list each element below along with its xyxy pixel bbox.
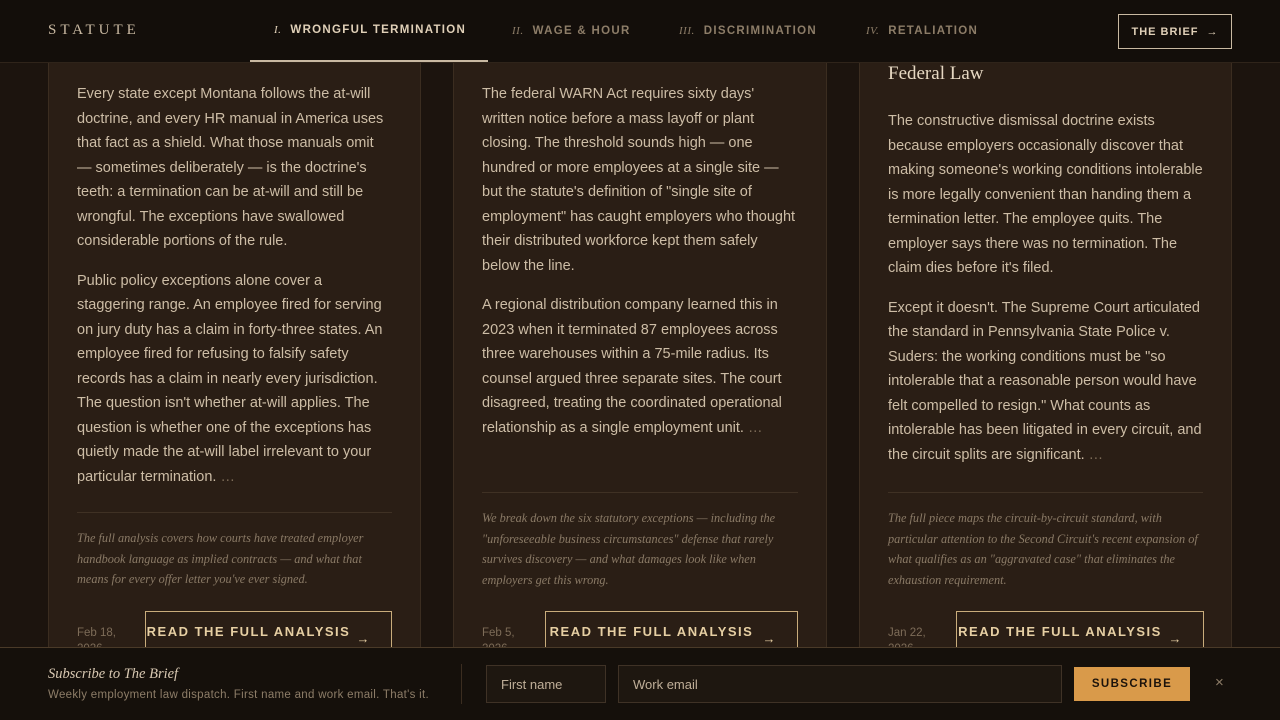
- article-summary: The full piece maps the circuit-by-circuit standard, with particular attention to the Second Circuit's recent expansion of what qualifies as an "aggravated case" that eliminates the exhaustion requirement.: [888, 511, 1198, 587]
- arrow-right-icon: →: [1168, 631, 1183, 646]
- nav-tab-numeral: IV.: [866, 25, 880, 37]
- subscribe-description: Weekly employment law dispatch. First name and work email. That's it.: [48, 689, 430, 701]
- article-paragraph: Except it doesn't. The Supreme Court articulated the standard in Pennsylvania State Police v. Suders: the working conditions must be "so intolerable that a reasonable person would have felt compelled to resign." What counts as intolerable has been litigated in every circuit, and the circuit splits are significant. …: [888, 299, 1202, 463]
- the-brief-button[interactable]: [1118, 14, 1232, 49]
- nav-tab-label: WAGE & HOUR: [532, 25, 631, 37]
- nav-tab-wage-hour[interactable]: [488, 0, 655, 62]
- article-paragraph: The federal WARN Act requires sixty days' written notice before a mass layoff or plant closing. The threshold sounds high — one hundred or more employees at a single site — but the statute's definition of "single site of employment" has caught employers who thought their distributed workforce kept them safely below the line.: [482, 86, 796, 274]
- article-paragraph: A regional distribution company learned this in 2023 when it terminated 87 employees across three warehouses within a 75-mile radius. Its counsel argued three separate sites. The court disagreed, treating the coordinated operational relationship as a single employment unit. …: [482, 297, 782, 436]
- nav-tab-retaliation[interactable]: [842, 0, 1002, 62]
- nav-tab-numeral: III.: [679, 25, 695, 37]
- article-card-at-will: [48, 63, 421, 663]
- article-summary: The full analysis covers how courts have treated employer handbook language as implied contracts — and what that means for every offer letter you've ever signed.: [77, 531, 364, 586]
- arrow-right-icon: →: [762, 631, 777, 646]
- site-logo[interactable]: STATUTE: [48, 22, 140, 38]
- nav-tab-label: RETALIATION: [888, 25, 979, 37]
- truncation-ellipsis: …: [747, 419, 763, 436]
- read-button-label: READ THE FULL ANALYSIS: [146, 624, 351, 639]
- article-date: Jan 22,: [888, 627, 926, 639]
- nav-tab-numeral: II.: [512, 25, 524, 37]
- article-summary: We break down the six statutory exceptions — including the "unforeseeable business circumstances" defense that rarely survives discovery — and what damages look like when employers get this wrong.: [482, 511, 776, 587]
- read-button-label: READ THE FULL ANALYSIS: [958, 624, 1162, 639]
- article-date: Feb 18,: [77, 627, 116, 639]
- card-divider: [888, 492, 1203, 493]
- article-card-constructive-dismissal: [859, 63, 1232, 663]
- subscribe-banner: [0, 647, 1280, 720]
- subscribe-title: Subscribe to The Brief: [48, 666, 179, 682]
- nav-tab-wrongful-termination[interactable]: [250, 0, 488, 62]
- section-nav: [250, 0, 1002, 62]
- close-icon[interactable]: ×: [1215, 674, 1224, 691]
- article-paragraph: Every state except Montana follows the at-will doctrine, and every HR manual in America uses that fact as a shield. What those manuals omit — sometimes deliberately — is the doctrine's teeth: a termination can be at-will and still be wrongful. The exceptions have swallowed considerable portions of the rule.: [77, 86, 384, 249]
- article-card-warn-act: [453, 63, 827, 663]
- nav-tab-discrimination[interactable]: [655, 0, 842, 62]
- arrow-right-icon: →: [356, 631, 371, 646]
- article-paragraph: Public policy exceptions alone cover a staggering range. An employee fired for serving on jury duty has a claim in forty-three states. An employee fired for refusing to falsify safety records has a claim in nearly every jurisdiction. The question isn't whether at-will applies. The question is whether one of the exceptions has quietly made the at-will label irrelevant to your particular termination. …: [77, 272, 383, 485]
- article-date: Feb 5,: [482, 627, 515, 639]
- article-body: [482, 82, 798, 455]
- first-name-input[interactable]: [486, 665, 606, 703]
- truncation-ellipsis: …: [1088, 446, 1104, 463]
- read-button-label: READ THE FULL ANALYSIS: [549, 624, 754, 639]
- work-email-input[interactable]: [618, 665, 1062, 703]
- arrow-right-icon: →: [1206, 25, 1219, 38]
- top-navigation-bar: [0, 0, 1280, 63]
- card-divider: [482, 492, 798, 493]
- article-heading: Federal Law: [888, 63, 984, 84]
- article-paragraph: The constructive dismissal doctrine exists because employers occasionally discover that making someone's working conditions intolerable is more legally convenient than handing them a termination letter. The employee quits. The employer says there was no termination. The claim dies before it's filed.: [888, 113, 1203, 276]
- the-brief-label: THE BRIEF: [1131, 25, 1199, 38]
- subscribe-divider: [461, 664, 462, 704]
- nav-tab-numeral: I.: [274, 24, 282, 36]
- truncation-ellipsis: …: [220, 468, 235, 485]
- card-divider: [77, 512, 392, 513]
- subscribe-button[interactable]: SUBSCRIBE: [1074, 667, 1190, 701]
- article-body: [888, 109, 1203, 482]
- nav-tab-label: DISCRIMINATION: [703, 25, 817, 37]
- nav-tab-label: WRONGFUL TERMINATION: [290, 24, 467, 36]
- article-body: [77, 82, 392, 504]
